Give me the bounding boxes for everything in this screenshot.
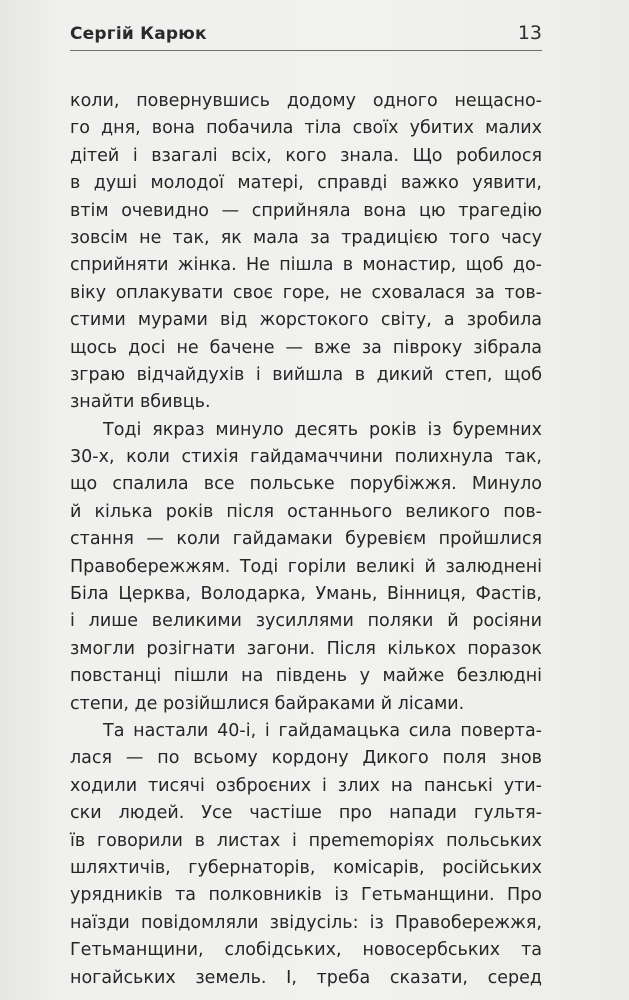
text-line: і лише великими зусиллями поляки й росіяни xyxy=(70,611,542,632)
text-line: стання — коли гайдамаки буревієм пройшлися xyxy=(70,529,542,550)
text-line: ногайських земель. І, треба сказати, серед xyxy=(70,967,542,988)
text-line: Гетьманщини, слобідських, новосербських та xyxy=(70,940,542,961)
text-line: шляхтичів, губернаторів, комісарів, російських xyxy=(70,857,542,878)
text-line: що спалила все польське порубіжжя. Минуло xyxy=(70,474,542,495)
text-line: повстанці пішли на південь у майже безлюдні xyxy=(70,666,542,687)
text-line: їв говорили в листах і прememоріях польських xyxy=(70,830,542,851)
text-line: Правобережжям. Тоді горіли великі й залюднені xyxy=(70,556,542,577)
text-line: зовсім не так, як мала за традицією того часу xyxy=(70,227,542,248)
text-line: щось досі не бачене — вже за півроку зібрала xyxy=(70,337,542,358)
text-line: й кілька років після останнього великого пов- xyxy=(70,501,542,522)
text-line: сприйняти жінка. Не пішла в монастир, щоб до- xyxy=(70,255,542,276)
text-line: знайти вбивць. xyxy=(70,392,211,413)
text-line: зграю відчайдухів і вийшла в дикий степ, щоб xyxy=(70,364,542,385)
author-name: Сергій Карюк xyxy=(70,24,207,44)
text-line: 30-х, коли стихія гайдамаччини полихнула так, xyxy=(70,447,542,468)
text-line: ски людей. Усе частіше про напади гультя- xyxy=(70,803,542,824)
header-divider xyxy=(70,50,542,51)
text-line: лася — по всьому кордону Дикого поля знов xyxy=(70,748,542,769)
paragraph-first-line: Та настали 40-і, і гайдамацька сила поверта- xyxy=(103,720,542,741)
paragraph-first-line: Тоді якраз минуло десять років із буремних xyxy=(103,419,542,440)
text-line: го дня, вона побачила тіла своїх убитих малих xyxy=(70,118,542,139)
text-line: в душі молодої матері, справді важко уявити, xyxy=(70,173,542,194)
text-line: коли, повернувшись додому одного нещасно- xyxy=(70,91,542,111)
text-line: втім очевидно — сприйняла вона цю трагедію xyxy=(70,200,542,221)
text-line: віку оплакувати своє горе, не сховалася за тов- xyxy=(70,282,542,303)
text-line: Біла Церква, Володарка, Умань, Вінниця, Фастів, xyxy=(70,584,542,605)
text-line: наїзди повідомляли звідусіль: із Правобережжя, xyxy=(70,912,542,933)
text-line: ходили тисячі озброєних і злих на панські ути- xyxy=(70,775,542,796)
text-line: дітей і взагалі всіх, кого знала. Що робилося xyxy=(70,145,542,166)
text-line: стими мурами від жорстокого світу, а зробила xyxy=(70,310,542,331)
body-text xyxy=(70,88,542,992)
text-line: урядників та полковників із Гетьманщини. Про xyxy=(70,885,542,906)
running-head xyxy=(70,20,542,50)
text-line: степи, де розійшлися байраками й лісами. xyxy=(70,693,465,714)
page-number: 13 xyxy=(517,22,542,44)
text-line: змогли розігнати загони. Після кількох поразок xyxy=(70,638,542,659)
